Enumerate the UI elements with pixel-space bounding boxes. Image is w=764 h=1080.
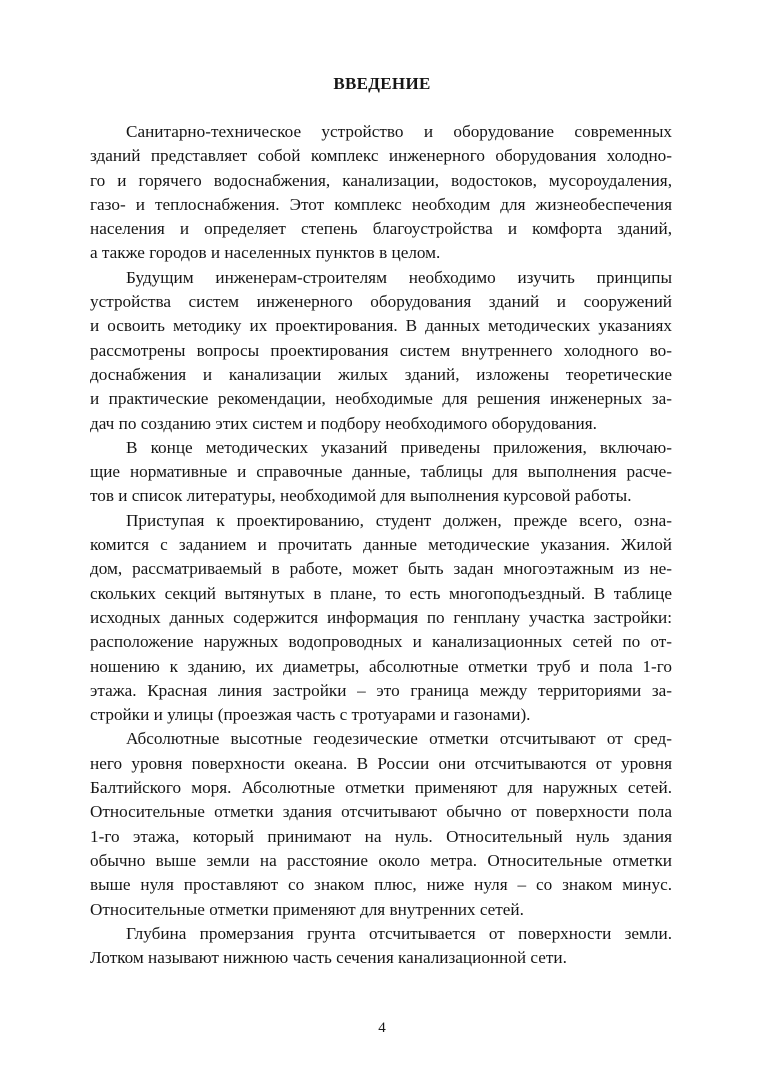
text-line: Балтийского моря. Абсолютные отметки применяют для наружных сетей.	[90, 778, 672, 798]
text-line: доснабжения и канализации жилых зданий, изложены теоретические	[90, 364, 672, 384]
text-line: Лотком называют нижнюю часть сечения канализационной сети.	[90, 948, 567, 968]
page-title: ВВЕДЕНИЕ	[333, 74, 431, 93]
text-line: зданий представляет собой комплекс инженерного оборудования холодно-	[90, 146, 672, 166]
text-line: расположение наружных водопроводных и канализационных сетей по от-	[90, 632, 672, 652]
text-line: дом, рассматриваемый в работе, может быть задан многоэтажным из не-	[90, 559, 672, 579]
paragraph-2	[90, 266, 672, 436]
text-line: стройки и улицы (проезжая часть с тротуарами и газонами).	[90, 705, 531, 725]
page-number: 4	[378, 1020, 386, 1036]
paragraph-3	[90, 436, 672, 509]
text-line: Относительные отметки применяют для внутренних сетей.	[90, 899, 524, 919]
paragraph-4	[90, 509, 672, 728]
text-line: дач по созданию этих систем и подбору необходимого оборудования.	[90, 413, 597, 433]
text-line: этажа. Красная линия застройки – это граница между территориями за-	[90, 680, 672, 700]
text-line: газо- и теплоснабжения. Этот комплекс необходим для жизнеобеспечения	[90, 194, 672, 214]
text-line: ношению к зданию, их диаметры, абсолютные отметки труб и пола 1-го	[90, 656, 672, 676]
text-line: рассмотрены вопросы проектирования систем внутреннего холодного во-	[90, 340, 672, 360]
text-line: него уровня поверхности океана. В России они отсчитываются от уровня	[90, 753, 672, 773]
text-line: 1-го этажа, который принимают на нуль. Относительный нуль здания	[90, 826, 672, 846]
text-line: го и горячего водоснабжения, канализации, водостоков, мусороудаления,	[90, 170, 672, 190]
text-line: а также городов и населенных пунктов в целом.	[90, 243, 441, 263]
text-line: В конце методических указаний приведены приложения, включаю-	[126, 437, 672, 457]
text-line: щие нормативные и справочные данные, таблицы для выполнения расче-	[90, 462, 672, 482]
text-line: комится с заданием и прочитать данные методические указания. Жилой	[90, 535, 672, 555]
paragraph-1	[90, 120, 672, 266]
text-line: устройства систем инженерного оборудования зданий и сооружений	[90, 292, 672, 312]
text-line: скольких секций вытянутых в плане, то есть многоподъездный. В таблице	[90, 583, 672, 603]
text-line: выше нуля проставляют со знаком плюс, ниже нуля – со знаком минус.	[90, 875, 672, 895]
text-line: и практические рекомендации, необходимые для решения инженерных за-	[90, 389, 672, 409]
body-text	[90, 120, 672, 970]
text-line: тов и список литературы, необходимой для выполнения курсовой работы.	[90, 486, 632, 506]
paragraph-5	[90, 727, 672, 921]
text-line: и освоить методику их проектирования. В данных методических указаниях	[90, 316, 672, 336]
paragraph-6	[90, 922, 672, 971]
text-line: обычно выше земли на расстояние около метра. Относительные отметки	[90, 850, 672, 870]
text-line: Будущим инженерам-строителям необходимо изучить принципы	[126, 267, 672, 287]
text-line: Глубина промерзания грунта отсчитывается от поверхности земли.	[126, 923, 672, 943]
text-line: Санитарно-техническое устройство и оборудование современных	[126, 122, 672, 141]
text-line: исходных данных содержится информация по генплану участка застройки:	[90, 607, 672, 627]
text-line: Абсолютные высотные геодезические отметки отсчитывают от сред-	[126, 729, 672, 749]
text-line: населения и определяет степень благоустройства и комфорта зданий,	[90, 219, 672, 239]
text-line: Приступая к проектированию, студент должен, прежде всего, озна-	[126, 510, 672, 530]
text-line: Относительные отметки здания отсчитывают обычно от поверхности пола	[90, 802, 672, 822]
